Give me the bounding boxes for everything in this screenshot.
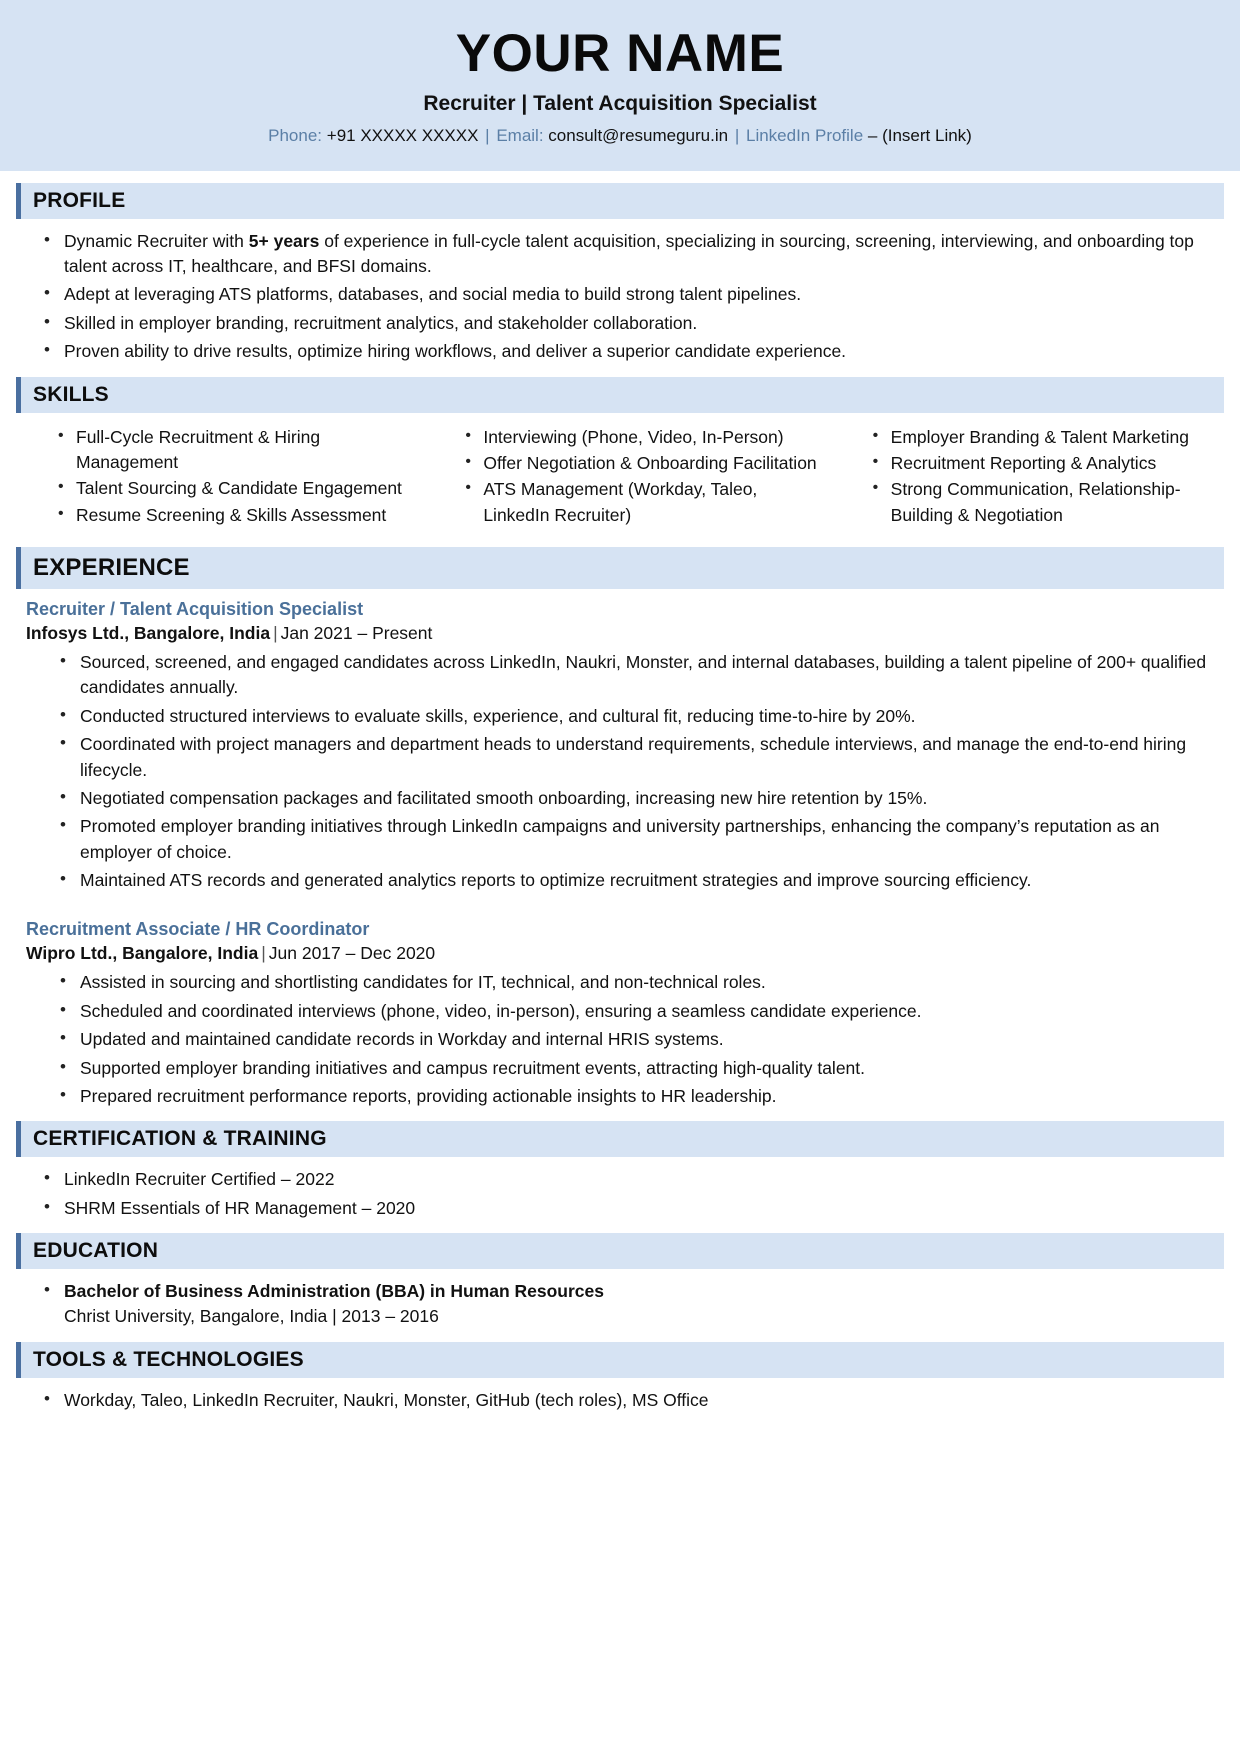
email-value[interactable]: consult@resumeguru.in [548, 125, 729, 145]
profile-bullet-0-bold: 5+ years [248, 230, 320, 251]
list-item: • Promoted employer branding initiatives through LinkedIn campaigns and university partnerships, enhancing the company’s reputation as an employer of choice. [60, 814, 1210, 865]
list-item: • Interviewing (Phone, Video, In-Person) [465, 425, 816, 450]
list-item: • Recruitment Reporting & Analytics [873, 451, 1224, 476]
profile-bullet-list [0, 229, 1240, 365]
bottom-spacer [0, 1419, 1240, 1435]
list-item: • Skilled in employer branding, recruitment analytics, and stakeholder collaboration. [44, 311, 1226, 336]
job-meta-separator: | [261, 943, 266, 964]
job-meta [26, 623, 1224, 644]
phone-value: +91 XXXXX XXXXX [326, 125, 479, 145]
job-title: Recruitment Associate / HR Coordinator [26, 919, 370, 940]
list-item: • Sourced, screened, and engaged candidates across LinkedIn, Naukri, Monster, and internal databases, building a talent pipeline of 200+ qualified candidates annually. [60, 650, 1210, 701]
job-company: Infosys Ltd., Bangalore, India [26, 623, 271, 644]
job-title: Recruiter / Talent Acquisition Specialist [26, 599, 364, 620]
list-item: • Assisted in sourcing and shortlisting candidates for IT, technical, and non-technical roles. [60, 970, 1210, 995]
list-item: • Workday, Taleo, LinkedIn Recruiter, Naukri, Monster, GitHub (tech roles), MS Office [44, 1388, 1226, 1413]
job-dates: Jun 2017 – Dec 2020 [268, 943, 436, 964]
resume-header [0, 0, 1240, 171]
page-title: YOUR NAME [455, 24, 785, 83]
list-item: • Coordinated with project managers and department heads to understand requirements, schedule interviews, and manage the end-to-end hiring lifecycle. [60, 732, 1210, 783]
list-item: • Employer Branding & Talent Marketing [873, 425, 1224, 450]
list-item: • LinkedIn Recruiter Certified – 2022 [44, 1167, 1226, 1192]
job-bullet-list [16, 650, 1224, 893]
tools-section [0, 1342, 1240, 1378]
list-item: • Prepared recruitment performance reports, providing actionable insights to HR leadership. [60, 1084, 1210, 1109]
list-item [44, 229, 1226, 280]
contact-separator-2: | [734, 125, 740, 145]
list-item: • Full-Cycle Recruitment & Hiring Management [58, 425, 409, 476]
list-item: • Proven ability to drive results, optimize hiring workflows, and deliver a superior candidate experience. [44, 339, 1226, 364]
skills-columns [0, 423, 1240, 536]
professional-headline: Recruiter | Talent Acquisition Specialist [423, 91, 817, 115]
contact-separator-1: | [485, 125, 490, 145]
list-item: • ATS Management (Workday, Taleo, LinkedIn Recruiter) [465, 477, 816, 528]
section-header-tools: TOOLS & TECHNOLOGIES [16, 1342, 1224, 1378]
job-bullet-list [16, 970, 1224, 1109]
linkedin-link-placeholder: – (Insert Link) [867, 125, 972, 145]
experience-section [0, 547, 1240, 589]
education-list [0, 1279, 1240, 1330]
job-meta-separator: | [273, 623, 278, 644]
experience-entry-2 [0, 919, 1240, 1109]
email-label: Email: [496, 125, 544, 145]
list-item: • Conducted structured interviews to evaluate skills, experience, and cultural fit, reducing time-to-hire by 20%. [60, 704, 1210, 729]
section-header-skills: SKILLS [16, 377, 1224, 413]
list-item: • Adept at leveraging ATS platforms, databases, and social media to build strong talent pipelines. [44, 282, 1226, 307]
phone-label: Phone: [268, 125, 323, 145]
list-item: • Offer Negotiation & Onboarding Facilitation [465, 451, 816, 476]
section-header-certification: CERTIFICATION & TRAINING [16, 1121, 1224, 1157]
skills-column-2 [423, 425, 816, 530]
list-item: • Negotiated compensation packages and facilitated smooth onboarding, increasing new hire retention by 15%. [60, 786, 1210, 811]
profile-section [0, 183, 1240, 219]
skills-column-3 [831, 425, 1224, 530]
skills-column-1 [16, 425, 409, 530]
list-item: • Strong Communication, Relationship-Building & Negotiation [873, 477, 1224, 528]
list-item [44, 1279, 1226, 1330]
profile-bullet-0-post: of experience in full-cycle talent acquisition, specializing in sourcing, screening, interviewing, and onboarding top talent across IT, healthcare, and BFSI domains. [64, 230, 1194, 277]
list-item: • SHRM Essentials of HR Management – 2020 [44, 1196, 1226, 1221]
list-item: • Updated and maintained candidate records in Workday and internal HRIS systems. [60, 1027, 1210, 1052]
tools-list [0, 1388, 1240, 1413]
section-header-experience: EXPERIENCE [16, 547, 1224, 589]
certification-list [0, 1167, 1240, 1221]
section-header-profile: PROFILE [16, 183, 1224, 219]
entry-spacer [0, 899, 1240, 909]
contact-line [40, 125, 1200, 147]
list-item: • Supported employer branding initiatives and campus recruitment events, attracting high-quality talent. [60, 1056, 1210, 1081]
list-item: • Talent Sourcing & Candidate Engagement [58, 476, 409, 501]
profile-bullet-0-pre: Dynamic Recruiter with [64, 230, 249, 251]
education-degree: Bachelor of Business Administration (BBA) in Human Resources [64, 1281, 604, 1302]
job-company: Wipro Ltd., Bangalore, India [26, 943, 259, 964]
list-item: • Maintained ATS records and generated analytics reports to optimize recruitment strategies and improve sourcing efficiency. [60, 868, 1210, 893]
skills-section [0, 377, 1240, 413]
education-institution: Christ University, Bangalore, India | 2013 – 2016 [64, 1306, 439, 1327]
list-item: • Scheduled and coordinated interviews (phone, video, in-person), ensuring a seamless candidate experience. [60, 999, 1210, 1024]
section-header-education: EDUCATION [16, 1233, 1224, 1269]
list-item: • Resume Screening & Skills Assessment [58, 503, 409, 528]
job-dates: Jan 2021 – Present [280, 623, 433, 644]
experience-entry-1 [0, 599, 1240, 893]
linkedin-profile-link[interactable]: LinkedIn Profile [745, 125, 864, 145]
job-meta [26, 943, 1224, 964]
education-section [0, 1233, 1240, 1269]
certification-section [0, 1121, 1240, 1157]
